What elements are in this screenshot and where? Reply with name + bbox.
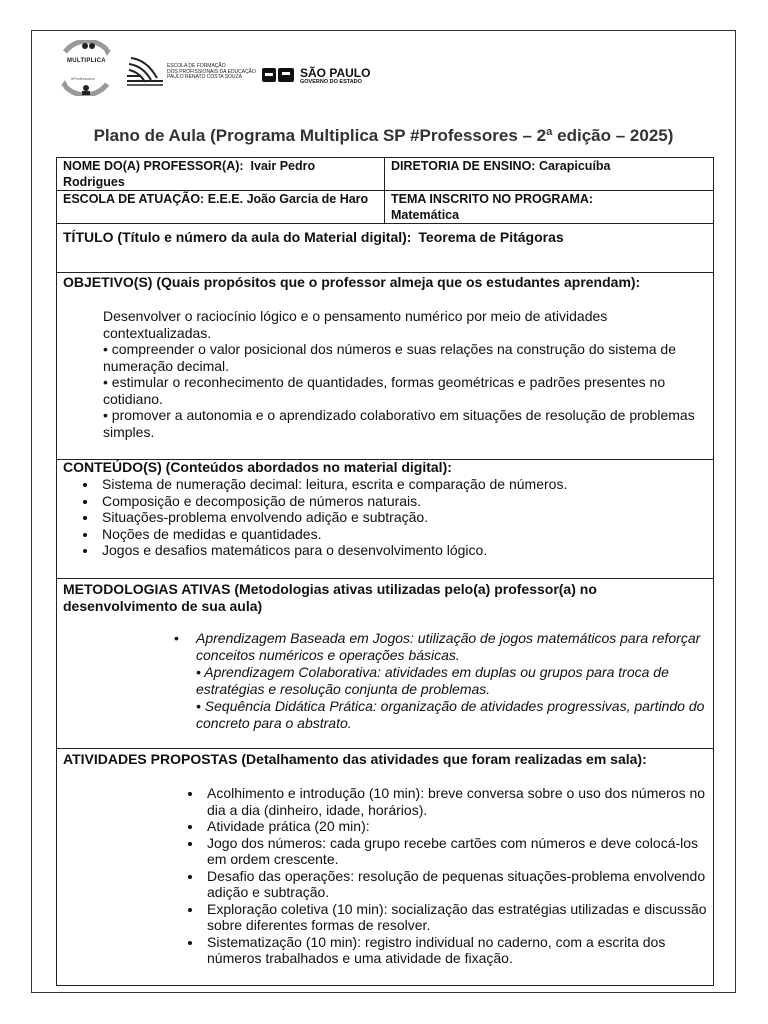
list-item: • Composição e decomposição de números naturais. [98, 493, 707, 510]
objetivo-line: Desenvolver o raciocínio lógico e o pensamento numérico por meio de atividades contextualizadas. [103, 308, 608, 341]
list-item: • Acolhimento e introdução (10 min): breve conversa sobre o uso dos números no dia a dia (dinheiro, idade, horários). [203, 785, 707, 818]
atividades-row [57, 749, 714, 986]
objetivos-cell [57, 273, 714, 460]
efape-logo [127, 54, 257, 94]
metodologia-item [174, 630, 707, 664]
professor-cell [57, 158, 385, 191]
metodologia-line: • Aprendizagem Colaborativa: atividades em duplas ou grupos para troca de estratégias e resolução conjunta de problemas. [196, 664, 669, 697]
list-item: • Sistema de numeração decimal: leitura, escrita e comparação de números. [98, 476, 707, 493]
metodologias-label: METODOLOGIAS ATIVAS (Metodologias ativas utilizadas pelo(a) professor(a) no desenvolvimento de sua aula) [63, 581, 597, 614]
tema-cell [385, 191, 714, 224]
list-item: • Exploração coletiva (10 min): socialização das estratégias utilizadas e discussão sobre diferentes formas de resolver. [203, 901, 707, 934]
multiplica-logo-text: MULTIPLICA [67, 58, 106, 64]
list-item: • Atividade prática (20 min): [203, 818, 707, 835]
sp-logo-name: SÃO PAULO [300, 66, 371, 80]
atividades-label: ATIVIDADES PROPOSTAS (Detalhamento das atividades que foram realizadas em sala): [63, 751, 647, 767]
conteudos-cell [57, 460, 714, 579]
titulo-label: TÍTULO (Título e número da aula do Material digital): [63, 229, 412, 245]
metodologia-line: • Sequência Didática Prática: organização de atividades progressivas, partindo do concreto para o abstrato. [196, 698, 705, 731]
tema-value: Matemática [391, 208, 460, 222]
objetivo-line: • promover a autonomia e o aprendizado colaborativo em situações de resolução de problemas simples. [103, 407, 695, 440]
list-item: • Jogo dos números: cada grupo recebe cartões com números e deve colocá-los em ordem crescente. [203, 835, 707, 868]
logo-bar [55, 40, 395, 96]
escola-cell [57, 191, 385, 224]
atividades-cell [57, 749, 714, 986]
efape-line: DOS PROFISSIONAIS DA EDUCAÇÃO [167, 68, 256, 75]
professor-value: Ivair Pedro Rodrigues [63, 159, 316, 189]
professor-label: NOME DO(A) PROFESSOR(A): [63, 159, 244, 173]
page-title: Plano de Aula (Programa Multiplica SP #Professores – 2ª edição – 2025) [93, 126, 674, 145]
objetivo-line: • compreender o valor posicional dos números e suas relações na construção do sistema de numeração decimal. [103, 341, 676, 374]
bullet-icon: • [174, 630, 179, 646]
diretoria-cell [385, 158, 714, 191]
objetivos-row [57, 273, 714, 460]
sp-emblem-icon [262, 66, 296, 84]
metodologias-cell [57, 579, 714, 749]
escola-label: ESCOLA DE ATUAÇÃO: [63, 192, 205, 206]
titulo-cell [57, 224, 714, 273]
diretoria-label: DIRETORIA DE ENSINO: [391, 159, 536, 173]
lesson-plan-table [56, 157, 714, 986]
header-row [57, 158, 714, 191]
list-item: • Jogos e desafios matemáticos para o desenvolvimento lógico. [98, 542, 707, 559]
tema-label: TEMA INSCRITO NO PROGRAMA: [391, 192, 594, 206]
efape-logo-text [167, 64, 256, 81]
escola-value: E.E.E. João Garcia de Haro [207, 192, 369, 206]
diretoria-value: Carapicuíba [538, 159, 611, 173]
multiplica-logo [55, 40, 117, 96]
atividades-list [63, 768, 707, 967]
multiplica-logo-subtext: #Professores [71, 76, 95, 81]
efape-emblem-icon [127, 56, 165, 86]
multiplica-emblem-icon [55, 40, 117, 96]
objetivos-list [63, 291, 707, 440]
conteudos-list [63, 476, 707, 559]
objetivos-label: OBJETIVO(S) (Quais propósitos que o professor almeja que os estudantes aprendam): [63, 274, 641, 290]
list-item: • Sistematização (10 min): registro individual no caderno, com a escrita dos números trabalhados e uma atividade de fixação. [203, 934, 707, 967]
metodologias-list [63, 615, 707, 732]
metodologia-first: Aprendizagem Baseada em Jogos: utilização de jogos matemáticos para reforçar conceitos numéricos e operações básicas. [196, 630, 701, 663]
titulo-value: Teorema de Pitágoras [418, 229, 564, 245]
conteudos-row [57, 460, 714, 579]
efape-line: ESCOLA DE FORMAÇÃO [167, 63, 226, 69]
sao-paulo-logo [262, 64, 382, 88]
titulo-row [57, 224, 714, 273]
efape-line: PAULO RENATO COSTA SOUZA [167, 74, 242, 81]
conteudos-label: CONTEÚDO(S) (Conteúdos abordados no material digital): [63, 459, 452, 475]
metodologias-row [57, 579, 714, 749]
header-row [57, 191, 714, 224]
list-item: • Situações-problema envolvendo adição e subtração. [98, 509, 707, 526]
list-item: • Desafio das operações: resolução de pequenas situações-problema envolvendo adição e subtração. [203, 868, 707, 901]
sp-logo-sub: GOVERNO DO ESTADO [300, 79, 362, 85]
objetivo-line: • estimular o reconhecimento de quantidades, formas geométricas e padrões presentes no cotidiano. [103, 374, 666, 407]
list-item: • Noções de medidas e quantidades. [98, 526, 707, 543]
